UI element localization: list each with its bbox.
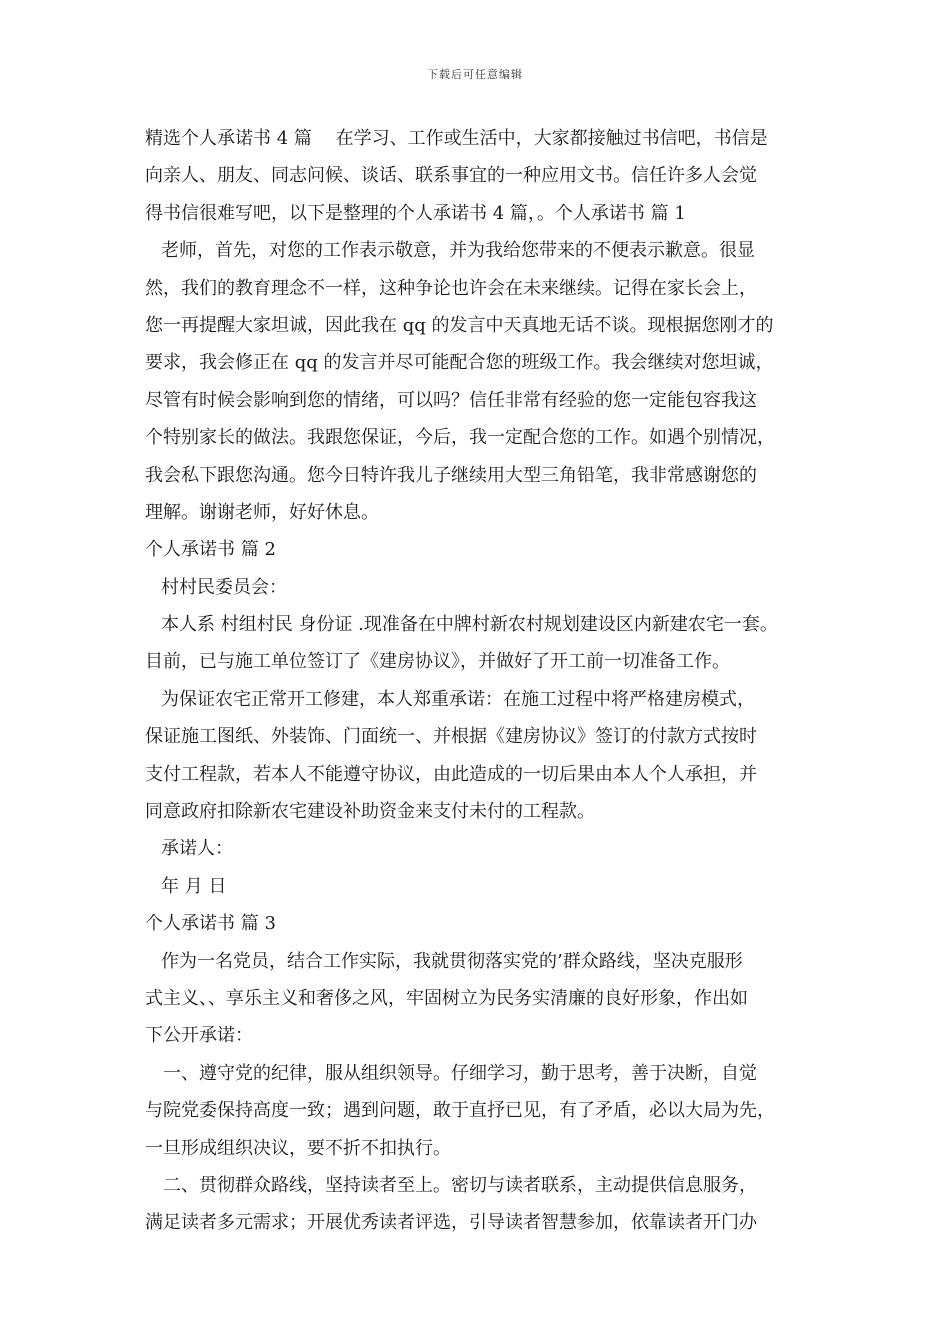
text-line: 支付工程款，若本人不能遵守协议，由此造成的一切后果由本人个人承担，并 <box>145 763 757 785</box>
text-line: 作为一名党员，结合工作实际，我就贯彻落实党的’群众路线，坚决克服形 <box>161 950 743 972</box>
text-line: 下公开承诺： <box>145 1025 253 1047</box>
text-line: 本人系 村组村民 身份证 .现准备在中牌村新农村规划建设区内新建农宅一套。 <box>161 614 778 636</box>
text-line: 个特别家长的做法。我跟您保证，今后，我一定配合您的工作。如遇个别情况， <box>145 427 775 449</box>
section-heading: 个人承诺书 篇 3 <box>145 913 276 935</box>
text-line: 向亲人、朋友、同志问候、谈话、联系事宜的一种应用文书。信任许多人会觉 <box>145 165 757 187</box>
text-line: 您一再提醒大家坦诚，因此我在 qq 的发言中天真地无话不谈。现根据您刚才的 <box>145 314 774 336</box>
document-body <box>145 120 825 1242</box>
text-line: 二、贯彻群众路线，坚持读者至上。密切与读者联系，主动提供信息服务， <box>163 1174 757 1196</box>
text-line: 得书信很难写吧，以下是整理的个人承诺书 4 篇，。个人承诺书 篇 1 <box>145 202 686 224</box>
text-line: 满足读者多元需求；开展优秀读者评选，引导读者智慧参加，依靠读者开门办 <box>145 1212 757 1234</box>
text-line: 同意政府扣除新农宅建设补助资金来支付未付的工程款。 <box>145 801 595 823</box>
text-line: 保证施工图纸、外装饰、门面统一、并根据《建房协议》签订的付款方式按时 <box>145 726 757 748</box>
text-line: 我会私下跟您沟通。您今日特许我儿子继续用大型三角铅笔，我非常感谢您的 <box>145 464 757 486</box>
text-line: 尽管有时候会影响到您的情绪，可以吗？信任非常有经验的您一定能包容我这 <box>145 389 757 411</box>
date-line: 年 月 日 <box>161 875 227 897</box>
text-line: 村村民委员会： <box>161 576 287 598</box>
text-line: 式主义、、享乐主义和奢侈之风，牢固树立为民务实清廉的良好形象，作出如 <box>145 987 748 1009</box>
text-line: 老师，首先，对您的工作表示敬意，并为我给您带来的不便表示歉意。很显 <box>161 240 755 262</box>
text-line: 与院党委保持高度一致；遇到问题，敢于直抒已见，有了矛盾，必以大局为先， <box>145 1100 775 1122</box>
text-line: 为保证农宅正常开工修建，本人郑重承诺：在施工过程中将严格建房模式， <box>161 688 755 710</box>
text-line: 一旦形成组织决议，要不折不扣执行。 <box>145 1137 451 1159</box>
text-line: 要求，我会修正在 qq 的发言并尽可能配合您的班级工作。我会继续对您坦诚， <box>145 352 774 374</box>
page-header: 下载后可任意编辑 <box>427 68 523 81</box>
text-line: 精选个人承诺书 4 篇 在学习、工作或生活中，大家都接触过书信吧，书信是 <box>145 128 768 149</box>
text-line: 一、遵守党的纪律，服从组织领导。仔细学习，勤于思考，善于决断，自觉 <box>163 1062 757 1084</box>
text-line: 理解。谢谢老师，好好休息。 <box>145 501 379 523</box>
signature-label: 承诺人： <box>161 838 233 860</box>
text-line: 然，我们的教育理念不一样，这种争论也许会在未来继续。记得在家长会上， <box>145 277 757 299</box>
section-heading: 个人承诺书 篇 2 <box>145 539 276 561</box>
text-line: 目前，已与施工单位签订了《建房协议》，并做好了开工前一切准备工作。 <box>145 651 730 673</box>
